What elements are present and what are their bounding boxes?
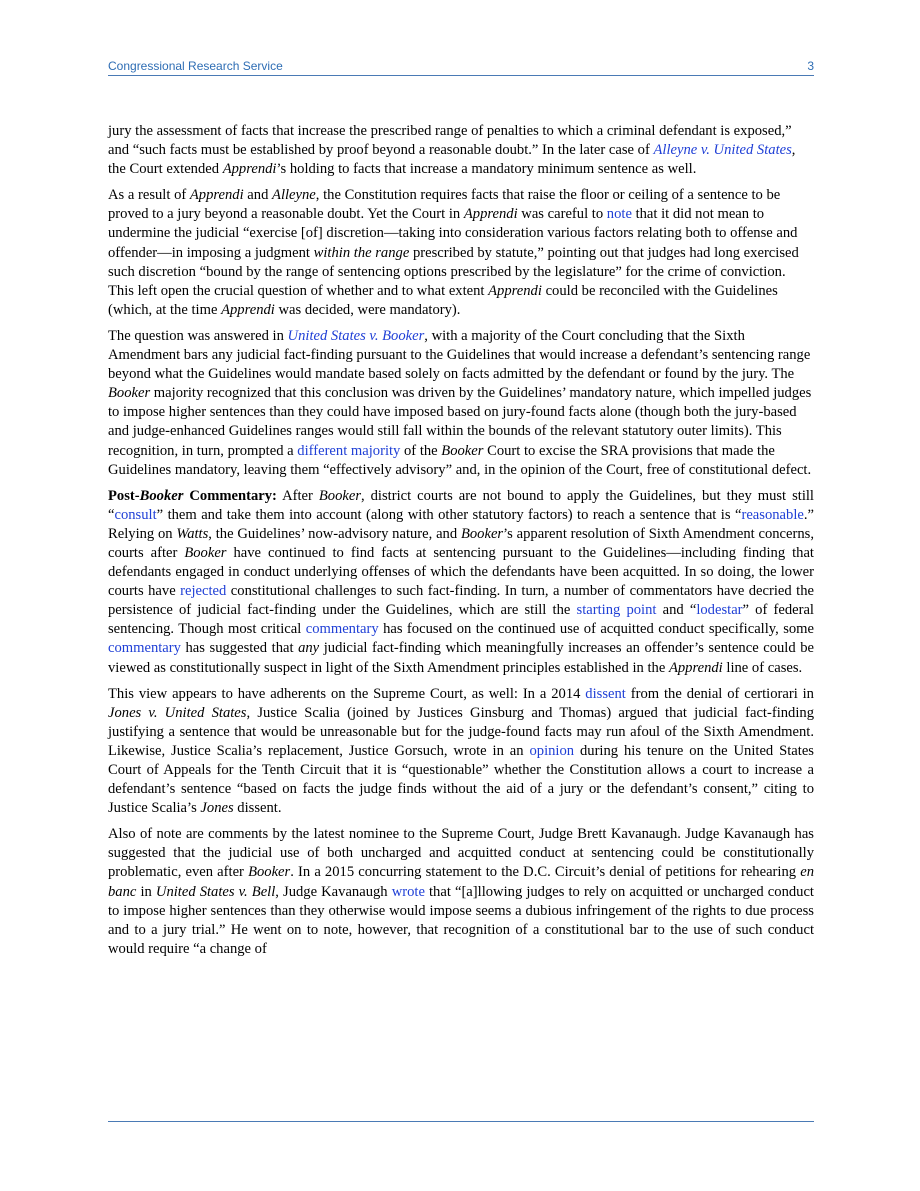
text-run: ’s holding to facts that increase a mandatory minimum sentence as well. — [276, 161, 697, 178]
text-run: The question was answered in — [108, 327, 288, 344]
text-run: , the Constitution requires facts that raise the floor or ceiling of a sentence to be proved to a jury beyond a reasonable doubt. Yet the Court in — [108, 187, 781, 223]
text-run: ’s apparent resolution of Sixth Amendment concerns, courts after — [108, 525, 814, 561]
text-run: , the Court extended — [108, 142, 796, 178]
inline-link[interactable]: dissent — [585, 685, 626, 702]
text-run: ” them and take them into account (along with other statutory factors) to reach a sentence that is “ — [156, 506, 742, 523]
italic-text: Jones — [200, 800, 234, 817]
text-run: . In a 2015 concurring statement to the D.C. Circuit’s denial of petitions for rehearing — [290, 864, 801, 881]
paragraph — [108, 487, 814, 678]
text-run: , Justice Scalia (joined by Justices Ginsburg and Thomas) argued that judicial fact-finding justifying a sentence that would be unreasonable but for the judge-found facts may run afoul of the Sixth Amendment. Likewise, Justice Scalia’s replacement, Justice Gorsuch, wrote in an — [108, 704, 814, 759]
inline-link[interactable]: starting point — [576, 602, 657, 619]
inline-link[interactable]: rejected — [180, 583, 227, 600]
italic-text: en banc — [108, 864, 814, 900]
inline-link[interactable]: different majority — [297, 442, 401, 459]
text-run: After — [276, 487, 319, 504]
header-org-name: Congressional Research Service — [108, 59, 283, 73]
italic-text: Booker — [248, 864, 291, 881]
text-run: Court to excise the SRA provisions that made the Guidelines mandatory, leaving them “effectively advisory” and, in the opinion of the Court, free of constitutional defect. — [108, 442, 812, 478]
inline-link[interactable]: wrote — [391, 883, 425, 900]
paragraph — [108, 122, 814, 179]
document-body — [108, 122, 814, 966]
italic-text: Apprendi — [488, 282, 542, 299]
inline-link[interactable]: Alleyne v. United States — [653, 142, 792, 159]
bold-italic-text: Booker — [139, 487, 184, 504]
text-run: As a result of — [108, 187, 190, 204]
text-run: that “[a]llowing judges to rely on acquitted or uncharged conduct to impose higher sentences than they otherwise would impose seems a dubious infringement of the rights to due process and to a jury trial.” He went on to note, however, that recognition of a constitutional bar to the use of such conduct would require “a change of — [108, 883, 814, 957]
text-run: line of cases. — [722, 659, 803, 676]
text-run: and — [243, 187, 273, 204]
text-run: and “ — [656, 602, 697, 619]
inline-link[interactable]: opinion — [529, 742, 575, 759]
page-header — [108, 57, 814, 76]
italic-text: Apprendi — [668, 659, 723, 676]
italic-text: Booker — [460, 525, 504, 542]
text-run: in — [136, 883, 156, 900]
text-run: This view appears to have adherents on the Supreme Court, as well: In a 2014 — [108, 685, 586, 702]
text-run: , the Guidelines’ now-advisory nature, and — [208, 525, 461, 542]
text-run: from the denial of certiorari in — [625, 685, 814, 702]
text-run: , district courts are not bound to apply the Guidelines, but they must still “ — [108, 487, 814, 523]
text-run: jury the assessment of facts that increase the prescribed range of penalties to which a criminal defendant is exposed,” and “such facts must be established by proof beyond a reasonable doubt.” In the later case of — [108, 123, 792, 159]
text-run: has focused on the continued use of acquitted conduct specifically, some — [378, 621, 814, 638]
text-run: , with a majority of the Court concluding that the Sixth Amendment bars any judicial fact-finding pursuant to the Guidelines that would increase a defendant’s sentencing range beyond what the Guidelines would mandate based solely on facts admitted by the defendant or found by the jury. The — [108, 327, 811, 383]
italic-text: Apprendi — [463, 206, 518, 223]
italic-text: Alleyne — [272, 187, 316, 204]
text-run: during his tenure on the United States Court of Appeals for the Tenth Circuit that it is “questionable” whether the Constitution allows a court to increase a defendant’s sentence “based on facts the judge finds without the aid of a jury or the defendant’s consent,” citing to Justice Scalia’s — [108, 742, 814, 817]
text-run: constitutional challenges to such fact-finding. In turn, a number of commentators have decried the persistence of judicial fact-finding under the Guidelines, which are still the — [108, 583, 814, 619]
text-run: , Judge Kavanaugh — [275, 883, 392, 900]
bold-text: Post- — [108, 487, 140, 504]
bold-text: Commentary: — [183, 487, 277, 504]
text-run: prescribed by statute,” pointing out that judges had long exercised such discretion “bound by the range of sentencing options prescribed by the legislature” for the crime of conviction. This left open the crucial question of whether and to what extent — [108, 244, 799, 299]
text-run: judicial fact-finding which meaningfully increases an offender’s sentence could be viewed as constitutionally suspect in light of the Sixth Amendment principles established in the — [108, 640, 814, 676]
inline-link[interactable]: commentary — [305, 621, 379, 638]
text-run: could be reconciled with the Guidelines (which, at the time — [108, 282, 778, 318]
italic-text: Apprendi — [189, 187, 244, 204]
text-run: was decided, were mandatory). — [274, 301, 461, 318]
italic-text: Watts — [176, 525, 209, 542]
inline-link[interactable]: commentary — [108, 640, 181, 657]
italic-text: Booker — [441, 442, 484, 459]
paragraph — [108, 327, 814, 480]
inline-link[interactable]: United States v. Booker — [287, 327, 425, 344]
text-run: have continued to find facts at sentencing pursuant to the Guidelines—including finding that defendants engaged in conduct underlying offenses of which the defendants have been acquitted. In so doing, the lower courts have — [108, 544, 814, 600]
text-run: ” of federal sentencing. Though most critical — [108, 602, 814, 638]
italic-text: United States v. Bell — [155, 883, 276, 900]
text-run: majority recognized that this conclusion was driven by the Guidelines’ mandatory nature, which impelled judges to impose higher sentences than they could have imposed based on jury-found facts alone (though both the jury-based and judge-enhanced Guidelines ranges would still fall within the bounds of the relevant statutory outer limits). This recognition, in turn, prompted a — [108, 385, 812, 459]
inline-link[interactable]: note — [606, 206, 632, 223]
italic-text: Jones v. United States — [108, 704, 247, 721]
italic-text: any — [298, 640, 320, 657]
footer-rule — [108, 1121, 814, 1122]
italic-text: Booker — [108, 385, 151, 402]
text-run: has suggested that — [180, 640, 299, 657]
page-number: 3 — [807, 59, 814, 73]
text-run: of the — [400, 442, 442, 459]
inline-link[interactable]: consult — [114, 506, 157, 523]
paragraph — [108, 186, 814, 320]
italic-text: Apprendi — [222, 161, 277, 178]
italic-text: within the range — [313, 244, 410, 261]
italic-text: Apprendi — [221, 301, 275, 318]
text-run: that it did not mean to undermine the judicial “exercise [of] discretion—taking into consideration various factors relating both to offense and offender—in imposing a judgment — [108, 206, 798, 261]
paragraph — [108, 685, 814, 819]
paragraph — [108, 825, 814, 959]
text-run: .” Relying on — [108, 506, 814, 542]
inline-link[interactable]: lodestar — [696, 602, 743, 619]
text-run: was careful to — [517, 206, 607, 223]
inline-link[interactable]: reasonable — [741, 506, 804, 523]
text-run: dissent. — [233, 800, 282, 817]
text-run: Also of note are comments by the latest nominee to the Supreme Court, Judge Brett Kavanaugh. Judge Kavanaugh has suggested that the judicial use of both uncharged and acquitted conduct at sentencing could be constitutionally problematic, even after — [108, 826, 814, 881]
italic-text: Booker — [184, 544, 227, 561]
italic-text: Booker — [318, 487, 362, 504]
